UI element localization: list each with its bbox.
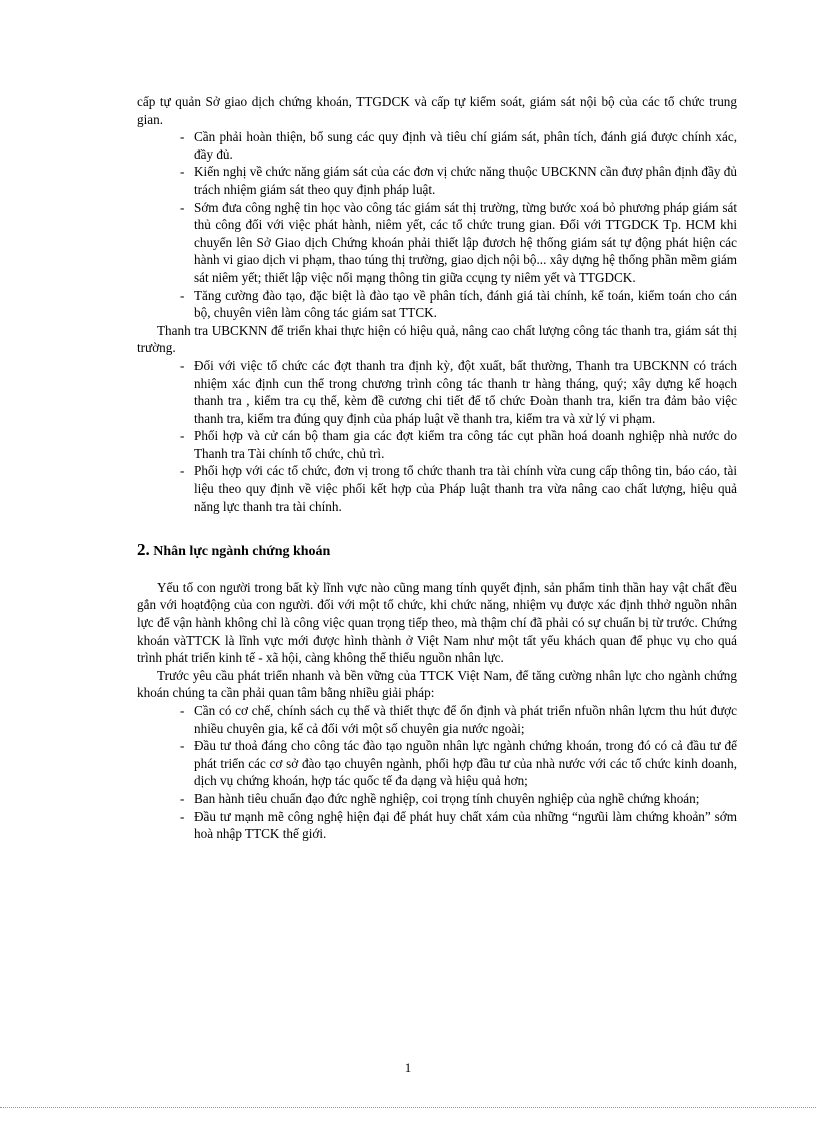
- bullet-dash: -: [180, 463, 185, 479]
- bullet-dash: -: [180, 808, 185, 824]
- section-title: Nhân lực ngành chứng khoán: [149, 544, 331, 560]
- list-item: - Đối với việc tổ chức các đợt thanh tra định kỳ, đột xuất, bất thường, Thanh tra UBCKNN có trách nhiệm xác định cun thể trong chương trình công tác thanh tr hàng tháng, quý; xây dựng kế hoạch thanh tra , kiểm tra cụ thể, kèm đề cương chi tiết để tổ chức Đoàn thanh tra, kiển tra đảm bảo việc thanh tra, kiểm tra đúng quy định của pháp luật về thanh tra, kiểm tra và xử lý vi phạm.: [180, 357, 737, 426]
- page-body: [137, 93, 737, 843]
- list-item: - Phối hợp với các tổ chức, đơn vị trong tổ chức thanh tra tài chính vừa cung cấp thông tin, báo cáo, tài liệu theo quy định về việc phối kết hợp của Pháp luật thanh tra vừa nâng cao chất lượng, hiệu quả năng lực thanh tra tài chính.: [180, 463, 737, 514]
- bullet-dash: -: [180, 164, 185, 180]
- bullet-dash: -: [180, 129, 185, 145]
- list-item: - Đầu tư mạnh mẽ công nghệ hiện đại để phát huy chất xám của những “ngưũi làm chứng khoản” sớm hoà nhập TTCK thế giới.: [180, 808, 737, 842]
- page-number: 1: [404, 1060, 412, 1075]
- page-break-divider: [0, 1107, 816, 1108]
- inspection-intro: Thanh tra UBCKNN để triển khai thực hiện có hiệu quả, nâng cao chất lượng công tác thanh tra, giám sát thị trường.: [137, 322, 737, 356]
- bullet-dash: -: [180, 357, 185, 373]
- list-item: - Cần phải hoàn thiện, bổ sung các quy định và tiêu chí giám sát, phân tích, đánh giá được chính xác, đầy đủ.: [180, 129, 737, 162]
- list-item: - Kiến nghị về chức năng giám sát của các đơn vị chức năng thuộc UBCKNN cần đượ phân định đầy đủ trách nhiệm giám sát theo quy định pháp luật.: [180, 164, 737, 197]
- bullet-dash: -: [180, 287, 185, 303]
- section-heading: [137, 541, 737, 561]
- list-item: - Ban hành tiêu chuẩn đạo đức nghề nghiệp, coi trọng tính chuyên nghiệp của nghề chứng khoán;: [180, 790, 700, 806]
- section-number: 2.: [137, 540, 150, 560]
- bullet-dash: -: [180, 703, 185, 718]
- list-item: - Phối hợp và cử cán bộ tham gia các đợt kiểm tra công tác cụt phần hoá doanh nghiệp nhà nước do Thanh tra Tài chính tổ chức, chủ trì.: [180, 428, 737, 461]
- bullet-dash: -: [180, 199, 185, 215]
- bullet-dash: -: [180, 428, 185, 444]
- solutions-intro-paragraph: Trước yêu cầu phát triển nhanh và bền vững của TTCK Việt Nam, để tăng cường nhân lực cho ngành chứng khoán chúng ta cần phải quan tâm bằng nhiều giải pháp:: [137, 667, 737, 701]
- monitoring-bullet-list: [137, 128, 737, 322]
- list-item: - Cần có cơ chế, chính sách cụ thể và thiết thực để ổn định và phát triển nfuồn nhân lựcm thu hút được nhiều chuyên gia, kể cả đối với một số chuyên gia nước ngoài;: [180, 703, 737, 736]
- intro-continuation: cấp tự quản Sở giao dịch chứng khoán, TTGDCK và cấp tự kiểm soát, giám sát nội bộ của các tổ chức trung gian.: [137, 94, 737, 127]
- list-item: - Tăng cường đào tạo, đặc biệt là đào tạo về phân tích, đánh giá tài chính, kế toán, kiểm toán cho cán bộ, chuyên viên làm công tác giám sat TTCK.: [180, 287, 737, 321]
- list-item: - Sớm đưa công nghệ tin học vào công tác giám sát thị trường, từng bước xoá bỏ phương pháp giám sát thủ công đối với việc phát hành, niêm yết, các tổ chức trung gian. Đối với TTGDCK Tp. HCM khi chuyển lên Sở Giao dịch Chứng khoán phải thiết lập đươch hệ thống giám sát tự động phát hiện các hành vi giao dịch vi phạm, thao túng thị trường, giao dịch nội bộ... xây dựng hệ thống phần mềm giám sát niêm yết; thiết lập việc nối mạng thông tin giữa ccụng ty niêm yết và TTGDCK.: [180, 199, 737, 285]
- human-factor-paragraph: Yếu tố con người trong bất kỳ lĩnh vực nào cũng mang tính quyết định, sản phẩm tinh thần hay vật chất đều gắn với hoạtđộng của con người. đối với một tổ chức, khi chức năng, nhiệm vụ được xác định thhở nguồn nhân lực để vận hành không chỉ là công việc quan trọng tiếp theo, mà thậm chí đã phải có sự chuẩn bị từ trước. Chứng khoán vàTTCK là lĩnh vực mới được hình thành ở Việt Nam như một tất yếu khách quan để phục vụ cho quá trình phát triển kinh tế - xã hội, càng không thể thiếu nguồn nhân lực.: [137, 579, 737, 666]
- bullet-dash: -: [180, 738, 185, 754]
- list-item: - Đầu tư thoả đáng cho công tác đào tạo nguồn nhân lực ngành chứng khoán, trong đó có cả đầu tư để phát triển các cơ sở đào tạo chuyên ngành, phối hợp đầu tư của nhà nước với các tổ chức kinh doanh, dịch vụ chứng khoán, hợp tác quốc tế đa dạng và hiệu quả hơn;: [180, 738, 737, 789]
- inspection-bullet-list: [137, 357, 737, 515]
- bullet-dash: -: [180, 790, 185, 806]
- solutions-bullet-list: [137, 702, 737, 843]
